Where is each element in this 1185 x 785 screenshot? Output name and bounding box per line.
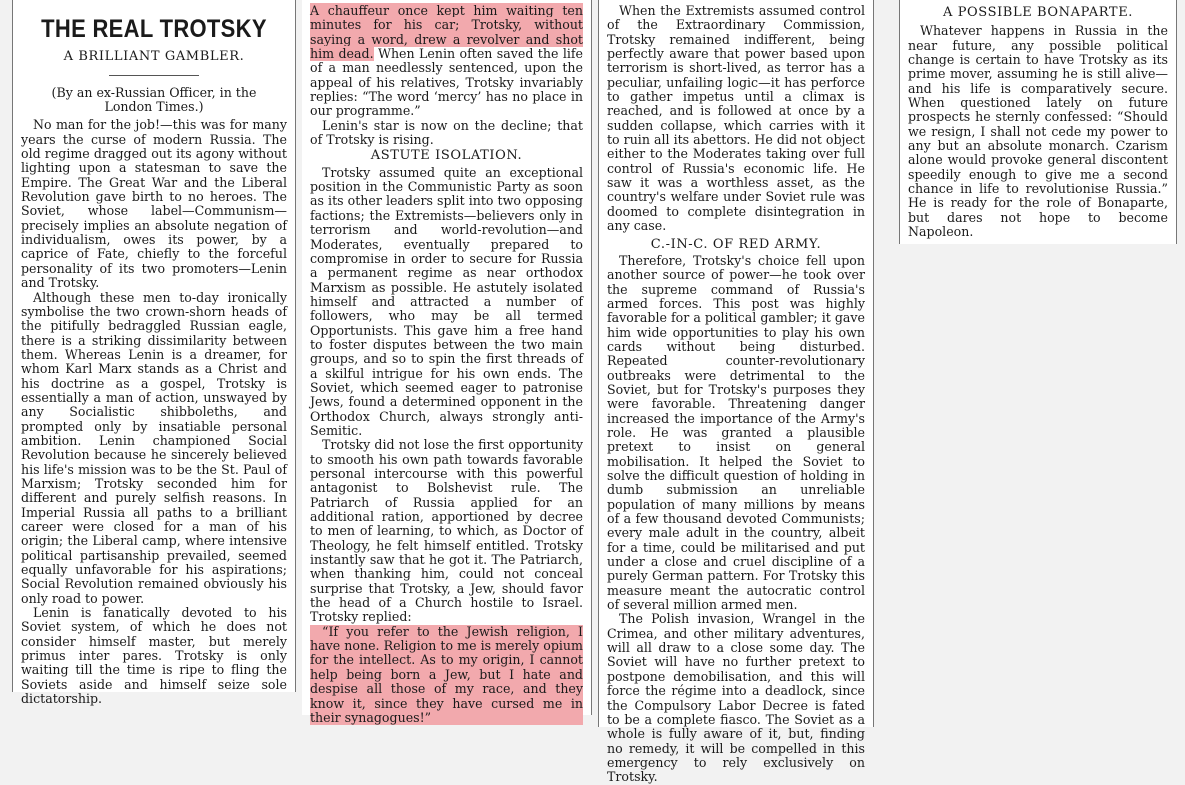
divider (109, 75, 199, 76)
article-column-4 (899, 0, 1177, 244)
paragraph (310, 4, 583, 119)
paragraph: Lenin is fanatically devoted to his Soviet system, of which he does not consider himself master, but merely primus inter pares. Trotsky is only waiting till the time is ripe to fling the Soviets aside and himself seize sole dictatorship. (21, 605, 287, 707)
paragraph: Lenin's star is now on the decline; that of Trotsky is rising. (310, 117, 583, 148)
article-column-1 (12, 0, 296, 707)
section-heading: A POSSIBLE BONAPARTE. (942, 5, 1134, 20)
paragraph: The Polish invasion, Wrangel in the Crimea, and other military adventures, will all draw to a close some day. The Soviet will have no further pretext to postpone demobilisation, and this will force the régime into a deadlock, since the Compulsory Labor Decree is fated to be a complete fiasco. The Soviet as a whole is fully aware of it, but, finding no remedy, it will be compelled in this emergency to rely exclusively on Trotsky. (607, 611, 865, 785)
paragraph: Trotsky did not lose the first opportunity to smooth his own path towards favorable personal intercourse with this powerful antagonist to Bolshevist rule. The Patriarch of Russia applied for an additional ration, apportioned by decree to men of learning, to which, as Doctor of Theology, he felt himself entitled. Trotsky instantly saw that he got it. The Patriarch, when thanking him, could not conceal surprise that Trotsky, a Jew, should favor the head of a Church hostile to Israel. Trotsky replied: (310, 437, 583, 625)
headline: THE REAL TROTSKY (41, 14, 267, 43)
paragraph: Whatever happens in Russia in the near future, any possible political change is certain to have Trotsky as its prime mover, assuming he is still alive—and his life is comparatively secure. When questioned lately on future prospects he sternly confessed: “Should we resign, I shall not cede my power to any but an absolute monarch. Czarism alone would provoke general discontent speedily enough to give me a second chance in life to revolutionise Russia.” He is ready for the role of Bonaparte, but dares not hope to become Napoleon. (908, 23, 1168, 240)
paragraph: Therefore, Trotsky's choice fell upon another source of power—he took over the supreme command of Russia's armed forces. This post was highly favorable for a political gambler; it gave him wide opportunities to play his own cards without being disturbed. Repeated counter-revolutionary outbreaks were detrimental to the Soviet, but for Trotsky's purposes they were favorable. Threatening danger increased the importance of the Army's role. He was granted a plausible pretext to insist on general mobilisation. It helped the Soviet to solve the difficult question of holding in dumb submission an unreliable population of many millions by means of a few thousand devoted Communists; every male adult in the country, albeit for a time, could be militarised and put under a close and cruel discipline of a purely German pattern. For Trotsky this measure meant the autocratic control of several million armed men. (607, 252, 865, 613)
article-column-2 (302, 0, 592, 725)
highlighted-passage: A chauffeur once kept him waiting ten minutes for his car; Trotsky, without saying a word, drew a revolver and shot him dead. (310, 3, 583, 62)
paragraph-text: When Lenin often saved the life of a man needlessly sentenced, upon the appeal of his relatives, Trotsky invariably replies: “The word ‘mercy’ has no place in our programme.” (310, 46, 584, 119)
byline: (By an ex-Russian Officer, in the London Times.) (51, 84, 257, 115)
highlighted-quote: “If you refer to the Jewish religion, I have none. Religion to me is merely opium for the intellect. As to my origin, I cannot help being born a Jew, but I hate and despise all those of my race, and they know it, since they have cursed me in their synagogues!” (310, 623, 583, 725)
paragraph: Trotsky assumed quite an exceptional position in the Communistic Party as soon as its other leaders split into two opposing factions; the Extremists—believers only in terrorism and world-revolution—and Moderates, eventually prepared to compromise in order to secure for Russia a permanent regime as near orthodox Marxism as possible. He astutely isolated himself and attracted a number of followers, who may be all termed Opportunists. This gave him a free hand to foster disputes between the two main groups, and so to spin the first threads of a skilful intrigue for his own ends. The Soviet, which seemed eager to patronise Jews, found a determined opponent in the Orthodox Church, always strongly anti-Semitic. (310, 164, 583, 438)
section-heading: ASTUTE ISOLATION. (370, 148, 523, 164)
section-heading: C.-IN-C. OF RED ARMY. (650, 236, 822, 252)
paragraph: When the Extremists assumed control of the Extraordinary Commission, Trotsky remained indifferent, being perfectly aware that power based upon terrorism is short-lived, as terror has a peculiar, unfailing logic—it has perforce to gather impetus until a climax is reached, and is followed at once by a sudden collapse, which carries with it to ruin all its abettors. He did not object either to the Moderates taking over full control of Russia's economic life. He saw it was a worthless asset, as the country's welfare under Soviet rule was doomed to complete disintegration in any case. (607, 3, 865, 234)
subheadline: A BRILLIANT GAMBLER. (63, 49, 245, 65)
paragraph: Although these men to-day ironically symbolise the two crown-shorn heads of the pitifully bedraggled Russian eagle, there is a striking dissimilarity between them. Whereas Lenin is a dreamer, for whom Karl Marx stands as a Christ and his doctrine as a gospel, Trotsky is essentially a man of action, unswayed by any Socialistic shibboleths, and prompted only by insatiable personal ambition. Lenin championed Social Revolution because he sincerely believed his life's mission was to be the St. Paul of Marxism; Trotsky seconded him for different and purely selfish reasons. In Imperial Russia all paths to a brilliant career were closed for a man of his origin; the Liberal camp, where intensive political partisanship prevailed, seemed equally unfavorable for his aspirations; Social Revolution remained obviously his only road to power. (21, 289, 287, 606)
article-column-3 (598, 0, 874, 785)
paragraph: No man for the job!—this was for many years the curse of modern Russia. The old regime dragged out its agony without lighting upon a statesman to save the Empire. The Great War and the Liberal Revolution gave birth to no heroes. The Soviet, whose label—Communism—precisely implies an absolute negation of individualism, owes its power, by a caprice of Fate, chiefly to the forceful personality of its two promoters—Lenin and Trotsky. (21, 117, 287, 291)
